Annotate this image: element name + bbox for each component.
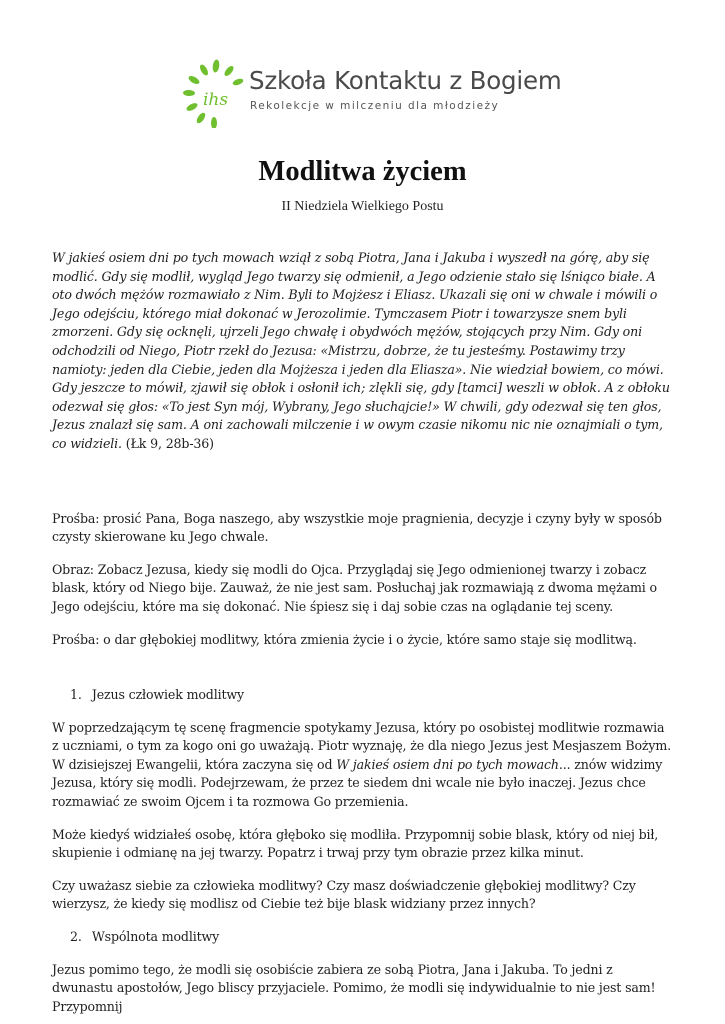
brand-tagline: Rekolekcje w milczeniu dla młodzieży [250, 100, 500, 112]
brand-name: Szkoła Kontaktu z Bogiem [249, 66, 562, 95]
section1-paragraph-2: Może kiedyś widziałeś osobę, która głęboko się modliła. Przypomnij sobie blask, który od niej bił, skupienie i odmianę na jej twarzy. Popatrz i trwaj przy tym obrazie przez kilka minut. [52, 826, 659, 861]
section-number: 2. [70, 929, 82, 945]
ihs-mark: ihs [203, 90, 229, 110]
document-body [52, 249, 674, 1016]
obraz-paragraph: Obraz: Zobacz Jezusa, kiedy się modli do Ojca. Przyglądaj się Jego odmienionej twarzy i zobacz blask, który od Niego bije. Zauważ, że nie jest sam. Posłuchaj jak rozmawiają z dwoma mężami o Jego odejściu, które ma się dokonać. Nie śpiesz się i daj sobie czas na oglądanie tej sceny. [52, 561, 657, 614]
text-run: W poprzedzającym tę scenę fragmencie spotykamy Jezusa, który po osobistej modlitwie rozmawia z uczniami, o tym za kogo oni go uważają. Piotr wyznaję, że dla niego Jezus jest Mesjaszem Bożym. W dzisiejszej Ewangelii, która zaczyna się od [52, 719, 672, 772]
prosba-paragraph: Prośba: prosić Pana, Boga naszego, aby wszystkie moje pragnienia, decyzje i czyny były w sposób czysty skierowane ku Jego chwale. [52, 510, 662, 545]
page-title: Modlitwa życiem [258, 156, 467, 187]
gospel-reference: (Łk 9, 28b-36) [125, 435, 214, 451]
section-heading-text: Jezus człowiek modlitwy [91, 687, 244, 703]
section-heading-2 [52, 928, 674, 947]
section1-paragraph-3: Czy uważasz siebie za człowieka modlitwy? Czy masz doświadczenie głębokiej modlitwy? Czy wierzysz, że kiedy się modlisz od Ciebie też bije blask widziany przez innych? [52, 877, 636, 912]
section-number: 1. [70, 687, 82, 703]
section-heading-1 [52, 686, 674, 705]
section1-paragraph-1 [52, 719, 674, 812]
gospel-quote-text: W jakieś osiem dni po tych mowach wziął z sobą Piotra, Jana i Jakuba i wyszedł na górę, aby się modlić. Gdy się modlił, wygląd Jego twarzy się odmienił, a Jego odzienie stało się lśniąco białe. A oto dwóch mężów rozmawiało z Nim. Byli to Mojżesz i Eliasz. Ukazali się oni w chwale i mówili o Jego odejściu, którego miał dokonać w Jerozolimie. Tymczasem Piotr i towarzysze snem byli zmorzeni. Gdy się ocknęli, ujrzeli Jego chwałę i obydwóch mężów, stojących przy Nim. Gdy oni odchodzili od Niego, Piotr rzekł do Jezusa: «Mistrzu, dobrze, że tu jesteśmy. Postawimy trzy namioty: jeden dla Ciebie, jeden dla Mojżesza i jeden dla Eliasza». Nie wiedział bowiem, co mówi. Gdy jeszcze to mówił, zjawił się obłok i osłonił ich; zlękli się, gdy [tamci] weszli w obłok. A z obłoku odezwał się głos: «To jest Syn mój, Wybrany, Jego słuchajcie!» W chwili, gdy odezwał się ten głos, Jezus znalazł się sam. A oni zachowali milczenie i w owym czasie nikomu nic nie oznajmiali o tym, co widzieli. [52, 250, 670, 451]
logo [183, 58, 562, 128]
sunburst-leaf-ihs-icon [183, 58, 249, 128]
section2-paragraph-1: Jezus pomimo tego, że modli się osobiście zabiera ze sobą Piotra, Jana i Jakuba. To jedni z dwunastu apostołów, Jego bliscy przyjaciele. Pomimo, że modli się indywidualnie to nie jest sam! Przypomnij [52, 961, 656, 1014]
gospel-quote [52, 249, 674, 454]
italic-quote-run: W jakieś osiem dni po tych mowach [336, 756, 559, 772]
prosba-paragraph-2: Prośba: o dar głębokiej modlitwy, która zmienia życie i o życie, które samo staje się modlitwą. [52, 631, 637, 647]
text-run: ... znów widzimy Jezusa, który się modli. Podejrzewam, że przez te siedem dni wcale nie było inaczej. Jezus chce rozmawiać ze swoim Ojcem i ta rozmowa Go przemienia. [52, 756, 663, 810]
section-heading-text: Wspólnota modlitwy [91, 929, 220, 945]
page-subtitle: II Niedziela Wielkiego Postu [281, 199, 444, 214]
